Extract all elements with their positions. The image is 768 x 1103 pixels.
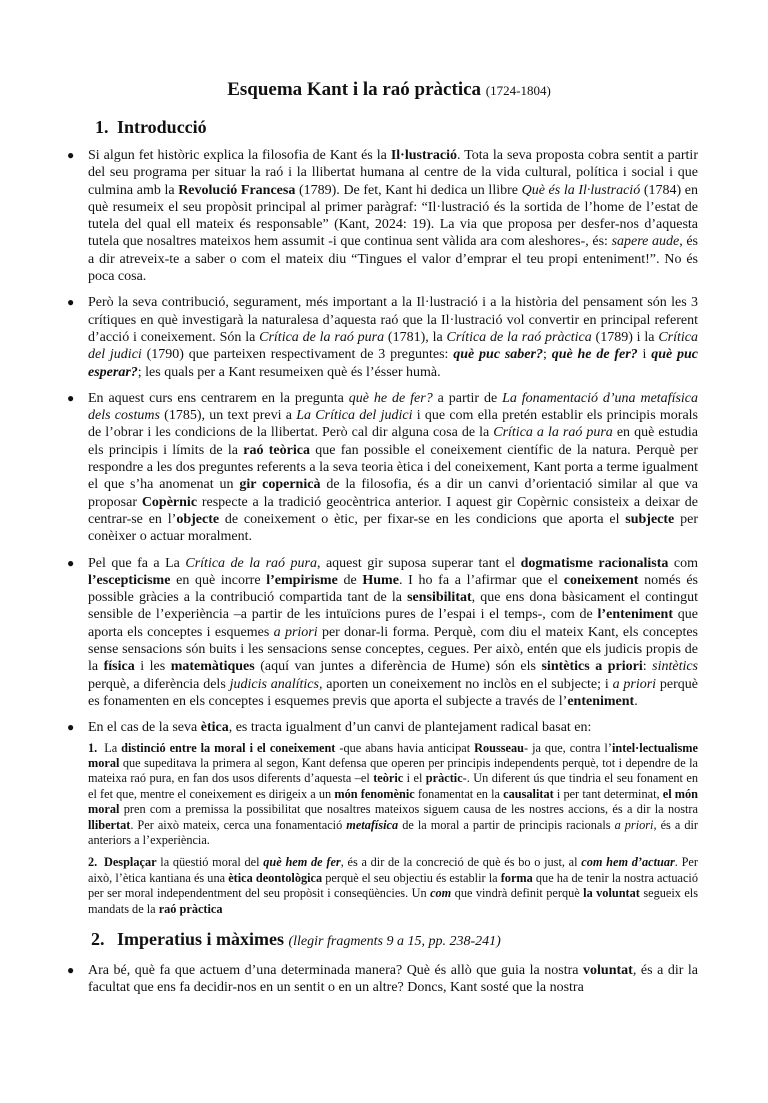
- text: de la moral a partir de principis racionals: [398, 817, 615, 832]
- text: . Per això, l’ètica kantiana és una: [88, 855, 698, 885]
- italic-term: a priori: [612, 676, 657, 692]
- bold-term: el món moral: [88, 786, 698, 817]
- text: de coneixement o ètic, per fixar-se en les condicions que aporta el: [219, 511, 626, 527]
- section-title: Introducció: [117, 117, 207, 137]
- bold-term: la voluntat: [583, 886, 640, 901]
- text: -. Un diferent ús que tindria el seu fonament en el fet que, mentre el coneixement es dirigeix a un: [88, 771, 698, 801]
- bold-term: Desplaçar: [103, 855, 157, 870]
- intro-paragraph-3: [67, 390, 699, 546]
- book-title: Què és la Il·lustració: [521, 182, 641, 198]
- text: Ara bé, què fa que actuem d’una determinada manera? Què és allò que guia la nostra: [88, 962, 584, 978]
- bullet-icon: ●: [67, 148, 75, 162]
- intro-paragraph-2: [67, 294, 699, 380]
- imperatius-paragraph-1: [67, 962, 699, 997]
- italic-term: a priori: [614, 817, 654, 832]
- bold-term: l’empirisme: [266, 572, 338, 588]
- text: (1784) en què resumeix el seu propòsit principal al primer paràgraf: “Il·lustració és la sortida de l’home de l’estat de tutela del qual ell mateix és responsable” (Kant, 2024: 19). La via que proposa per desfer-nos d’aquesta tutela que nosaltres mateixos hem assumit -i que continua sent vàlida ara com aleshores-, és:: [88, 182, 698, 250]
- text: , aquest gir suposa superar tant el: [316, 555, 521, 571]
- text: .: [634, 693, 638, 709]
- text: perquè, a diferència dels: [88, 676, 230, 692]
- bold-term: objecte: [176, 511, 220, 527]
- bold-term: llibertat: [88, 817, 131, 832]
- text: com: [668, 555, 698, 571]
- intro-paragraph-4: [67, 555, 699, 711]
- bold-term: coneixement: [563, 572, 639, 588]
- text: , és a dir anteriors a l’experiència.: [88, 817, 698, 847]
- text: per conèixer o actuar moralment.: [88, 511, 698, 545]
- text: Pel que fa a La: [88, 555, 186, 571]
- text: ;: [542, 347, 552, 363]
- bullet-icon: ●: [67, 720, 75, 735]
- section-heading-introduccio: [95, 116, 698, 138]
- text: a partir de: [432, 390, 503, 406]
- book-title: Crítica del judici: [88, 329, 698, 363]
- text: que ha de tenir la nostra actuació per ser moral independentment del seu propòsit i conseqüències. Un: [88, 870, 698, 901]
- book-title: Crítica de la raó pura: [259, 329, 385, 345]
- text: pren com a premissa la possibilitat que nosaltres mateixos siguem causa de les nostres accions, és a dir la nostra: [119, 802, 698, 817]
- italic-term: a priori: [273, 624, 318, 640]
- text: i el: [403, 771, 426, 786]
- text: ; les quals per a Kant resumeixen què és l’ésser humà.: [137, 364, 441, 380]
- text: i les: [134, 659, 171, 675]
- list-number: 1.: [88, 740, 98, 755]
- text: , es tracta igualment d’un canvi de plantejament radical basat en:: [228, 720, 592, 736]
- text: que aporta els conceptes i esquemes: [88, 607, 699, 640]
- text: - ja que, contra l’: [524, 740, 612, 755]
- section-number: 2.: [91, 928, 105, 949]
- text: segueix els mandats de la: [88, 886, 698, 916]
- bold-term: Rousseau: [474, 740, 524, 755]
- bold-term: ètica: [200, 720, 229, 736]
- bold-term: raó teòrica: [243, 442, 310, 458]
- document-title: [80, 79, 698, 102]
- text: . Tota la seva proposta cobra sentit a partir del seu programa per situar la raó i la llibertat humana al centre de la vida cultural, política i social i que culmina amb la: [88, 148, 698, 198]
- text: la qüestió moral del: [156, 855, 264, 870]
- text: en què incorre: [170, 572, 267, 588]
- bold-term: pràctic: [425, 771, 463, 786]
- text: perquè el seu objectiu és establir la: [322, 870, 501, 885]
- bold-term: forma: [500, 870, 533, 885]
- bold-term: ètica deontològica: [228, 870, 323, 885]
- question: què he de fer?: [551, 347, 638, 363]
- bold-term: l’enteniment: [597, 607, 673, 623]
- bold-term: causalitat: [503, 786, 554, 801]
- text: En el cas de la seva: [88, 720, 201, 736]
- bullet-icon: ●: [67, 962, 75, 977]
- text: (1785), un text previ a: [159, 408, 297, 424]
- italic-term: sintètics: [652, 659, 699, 675]
- ethics-numbered-list: [88, 741, 698, 917]
- bold-term: Copèrnic: [141, 494, 198, 510]
- text: en què estudia els principis i límits de la: [88, 425, 698, 458]
- text: de la filosofia, és a dir un canvi d’orientació similar al que va proposar: [88, 477, 698, 510]
- title-dates: (1724-1804): [485, 83, 551, 98]
- italic-term: metafísica: [346, 817, 399, 832]
- text: La: [104, 740, 122, 755]
- italic-term: com: [430, 886, 452, 901]
- list-number: 2.: [88, 855, 98, 870]
- intro-paragraph-1: [67, 147, 698, 285]
- ethics-point-2: [88, 855, 698, 917]
- question: què puc esperar?: [88, 347, 699, 380]
- text: aporten un coneixement no inclòs en el subjecte; i: [322, 676, 613, 692]
- imperatius-bullet-list: [67, 962, 699, 997]
- text: , és a dir atreveix-te a saber o com el mateix diu “Tingues el valor d’emprar el teu propi enteniment!”. No és poca cosa.: [88, 234, 698, 285]
- bold-term: sintètics a priori: [541, 659, 643, 675]
- section-title: Imperatius i màximes: [117, 928, 284, 949]
- bold-term: l’escepticisme: [88, 572, 171, 588]
- italic-term: com hem d’actuar: [581, 855, 675, 870]
- italic-term: què he de fer?: [348, 390, 433, 406]
- bold-term: raó pràctica: [158, 901, 223, 916]
- bold-term: dogmatisme racionalista: [520, 555, 669, 571]
- section-heading-imperatius: [91, 928, 698, 953]
- text: per donar-li forma. Perquè, com diu el mateix Kant, els conceptes sense sensacions són buits i les sensacions sense conceptes, cegues. Per això, entén que els judicis propis de la: [88, 624, 698, 675]
- text: Si algun fet històric explica la filosofia de Kant és la: [88, 148, 391, 163]
- intro-paragraph-5: [67, 719, 699, 917]
- text: En aquest curs ens centrarem en la pregunta: [88, 390, 349, 406]
- text: , és a dir de la concreció de què és bo o just, al: [340, 855, 582, 870]
- book-title: La Crítica del judici: [296, 408, 413, 424]
- bold-term: món fenomènic: [334, 786, 415, 801]
- bold-term: intel·lectualisme moral: [88, 740, 699, 770]
- bold-term: gir copernicà: [239, 477, 321, 493]
- bold-term: Il·lustració: [390, 148, 457, 163]
- bullet-icon: ●: [67, 555, 75, 570]
- text: -que abans havia anticipat: [335, 740, 475, 755]
- italic-term: sapere aude: [611, 234, 680, 250]
- text: Però la seva contribució, segurament, més important a la Il·lustració i a la història del pensament són les 3 crítiques en què investigarà la naturalesa d’aquesta raó que la Il·lustració vol convertir en principal referent d’acció i coneixement. Són la: [88, 295, 698, 345]
- bold-term: matemàtiques: [170, 659, 255, 675]
- question: què puc saber?: [453, 347, 543, 363]
- text: , que ens dona bàsicament el contingut sensible de l’experiència –a partir de les intuïcions pures de l’espai i el temps-, com de: [88, 590, 698, 623]
- text: només és possible gràcies a la contribució compartida tant de la: [88, 572, 698, 606]
- text: (1781), la: [384, 329, 447, 345]
- text: i: [637, 347, 652, 363]
- text: perquè es fonamenten en els conceptes i esquemes previs que aporta el subjecte a través de l’: [88, 676, 698, 709]
- book-title: Crítica de la raó pràctica: [446, 329, 592, 345]
- bold-term: teòric: [373, 771, 404, 786]
- ethics-point-1: [88, 741, 698, 849]
- italic-term: què hem de fer: [263, 855, 341, 870]
- text: que fan possible el coneixement científic de la natura. Perquè per respondre a les dos preguntes referents a la seva teoria ètica i del coneixement, Kant porta a terme igualment el que s’ha anomenat un: [88, 442, 698, 493]
- intro-bullet-list: [67, 147, 699, 917]
- bold-term: distinció entre la moral i el coneixement: [121, 740, 336, 755]
- text: i que com ella pretén establir els principis morals de l’obrar i les condicions de la llibertat. Però cal dir alguna cosa de la: [88, 408, 699, 441]
- text: . Per això mateix, cerca una fonamentació: [130, 817, 347, 832]
- text: respecte a la tradició geocèntrica anterior. I aquest gir Copèrnic consisteix a deixar de centrar-se en l’: [88, 494, 698, 527]
- document-page: [0, 79, 768, 1103]
- bullet-icon: ●: [67, 295, 75, 310]
- text: :: [642, 659, 653, 675]
- text: fonamentat en la: [414, 786, 504, 801]
- bold-term: subjecte: [625, 511, 675, 527]
- bold-term: sensibilitat: [407, 590, 472, 606]
- bold-term: Revolució Francesa: [178, 182, 296, 198]
- book-title: La fonamentació d’una metafísica dels costums: [88, 390, 699, 424]
- bold-term: Hume: [362, 572, 399, 588]
- section-subheading: (llegir fragments 9 a 15, pp. 238-241): [288, 933, 501, 949]
- text: (1789) i la: [591, 329, 659, 345]
- text: de: [337, 572, 363, 588]
- text: que supeditava la primera al segon, Kant defensa que operen per principis independents perquè, tot i dependre de la mateixa raó pura, en fan dos usos diferents d’aquesta –el: [88, 755, 698, 786]
- bullet-icon: ●: [67, 390, 75, 405]
- book-title: Crítica de la raó pura: [185, 555, 317, 571]
- bold-term: física: [103, 659, 135, 675]
- book-title: Crítica a la raó pura: [493, 425, 613, 441]
- bold-term: enteniment: [567, 693, 635, 709]
- italic-term: judicis analítics,: [229, 676, 323, 692]
- text: . I ho fa a l’afirmar que el: [398, 572, 564, 588]
- text: i per tant determinat,: [553, 786, 663, 801]
- text: (1789). De fet, Kant hi dedica un llibre: [295, 182, 522, 198]
- text: que vindrà definit perquè: [451, 886, 584, 901]
- title-text: Esquema Kant i la raó pràctica: [227, 79, 482, 100]
- text: , és a dir la facultat que ens fa decidir-nos en un sentit o en un altre? Doncs, Kant sosté que la nostra: [88, 962, 699, 996]
- bold-term: voluntat: [583, 962, 633, 978]
- section-number: 1.: [95, 117, 109, 137]
- text: (1790) que parteixen respectivament de 3 preguntes:: [141, 347, 454, 363]
- text: (aquí van juntes a diferència de Hume) són els: [254, 659, 542, 675]
